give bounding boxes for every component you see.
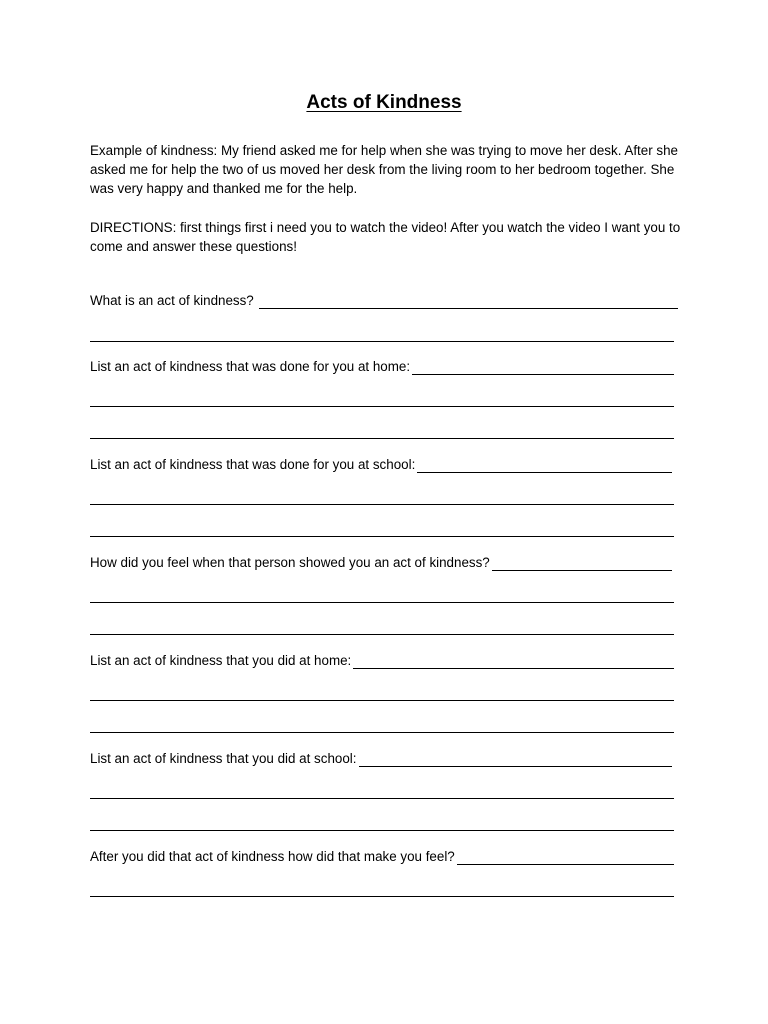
question-6-text: List an act of kindness that you did at school: [90,751,357,766]
question-6-answer-line-2[interactable] [90,798,674,799]
question-4-answer-line[interactable] [492,557,672,571]
question-3-answer-line[interactable] [417,459,672,473]
question-6-answer-line-3[interactable] [90,830,674,831]
question-2 [90,359,674,375]
question-1-text: What is an act of kindness? [90,293,254,308]
question-6 [90,751,672,767]
question-4 [90,555,672,571]
question-2-answer-line-2[interactable] [90,406,674,407]
question-1-answer-line[interactable] [259,295,678,309]
question-1 [90,293,678,309]
page-title: Acts of Kindness [306,92,462,113]
question-2-text: List an act of kindness that was done for you at home: [90,359,411,374]
question-7-answer-line[interactable] [457,851,674,865]
question-3-text: List an act of kindness that was done for you at school: [90,457,416,472]
question-4-answer-line-3[interactable] [90,634,674,635]
question-3 [90,457,672,473]
question-5-text: List an act of kindness that you did at home: [90,653,352,668]
question-3-answer-line-3[interactable] [90,536,674,537]
question-5-answer-line-2[interactable] [90,700,674,701]
question-1-answer-line-2[interactable] [90,341,674,342]
question-5-answer-line-3[interactable] [90,732,674,733]
question-7-text: After you did that act of kindness how did that make you feel? [90,849,455,864]
question-5-answer-line[interactable] [353,655,674,669]
example-paragraph: Example of kindness: My friend asked me for help when she was trying to move her desk. After she asked me for help the two of us moved her desk from the living room to her bedroom together. She was very happy and thanked me for the help. [90,143,678,196]
question-5 [90,653,674,669]
question-4-text: How did you feel when that person showed you an act of kindness? [90,555,490,570]
question-3-answer-line-2[interactable] [90,504,674,505]
question-6-answer-line[interactable] [359,753,673,767]
directions-paragraph: DIRECTIONS: first things first i need you to watch the video! After you watch the video I want you to come and answer these questions! [90,220,681,254]
question-7-answer-line-2[interactable] [90,896,674,897]
question-2-answer-line-3[interactable] [90,438,674,439]
question-4-answer-line-2[interactable] [90,602,674,603]
question-7 [90,849,674,865]
question-2-answer-line[interactable] [412,361,674,375]
